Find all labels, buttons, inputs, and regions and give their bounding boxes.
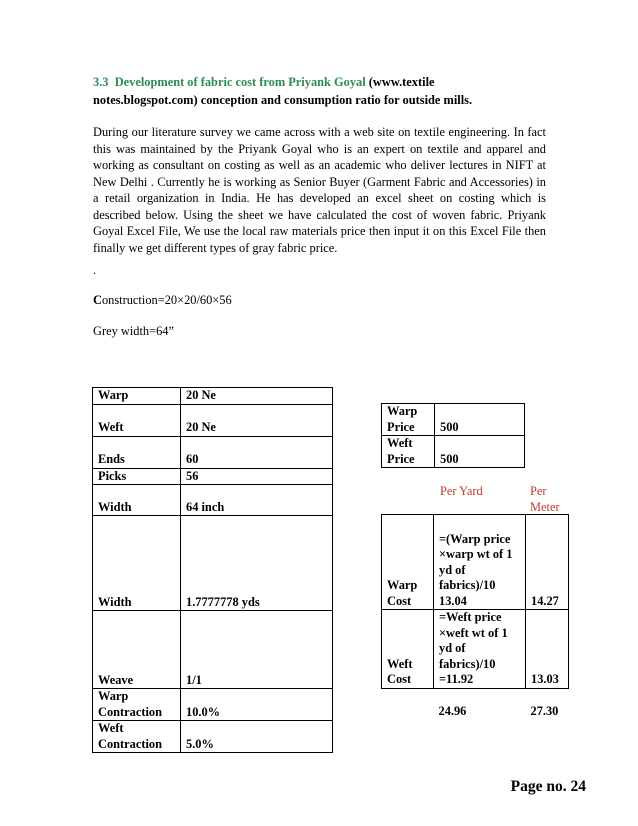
section-title-continued: notes.blogspot.com) conception and consumption ratio for outside mills.: [93, 93, 473, 107]
spec-value: 20 Ne: [181, 404, 333, 436]
per-yard-header: Per Yard: [440, 484, 483, 498]
spec-label: Warp Contraction: [93, 689, 181, 721]
cost-formula: =Weft price ×weft wt of 1 yd of fabrics)/10 =11.92: [434, 610, 526, 689]
spec-value: 10.0%: [181, 689, 333, 721]
section-number: 3.3: [93, 75, 109, 89]
construction-line: [93, 293, 232, 308]
table-row: [93, 689, 333, 721]
spec-label: Picks: [93, 468, 181, 485]
table-row: [93, 485, 333, 516]
table-row: [93, 468, 333, 485]
spec-label: Width: [93, 516, 181, 611]
spec-value: 20 Ne: [181, 388, 333, 405]
spec-label: Warp: [93, 388, 181, 405]
cost-formula: =(Warp price ×warp wt of 1 yd of fabrics)/10 13.04: [434, 515, 526, 610]
table-row: [382, 610, 569, 689]
spec-label: Width: [93, 485, 181, 516]
spec-value: 1.7777778 yds: [181, 516, 333, 611]
price-value: 500: [435, 436, 525, 468]
price-label: Weft Price: [382, 436, 435, 468]
table-row: [93, 516, 333, 611]
section-heading: [93, 73, 546, 109]
fabric-spec-table: [92, 387, 333, 753]
spec-value: 56: [181, 468, 333, 485]
spec-label: Weft: [93, 404, 181, 436]
table-row: [382, 436, 525, 468]
spec-value: 60: [181, 436, 333, 468]
construction-spec: onstruction=20×20/60×56: [101, 293, 232, 307]
cost-label: Warp Cost: [382, 515, 434, 610]
cost-per-meter: 14.27: [526, 515, 569, 610]
table-row: [382, 688, 569, 719]
table-row: [93, 721, 333, 753]
table-row: [93, 388, 333, 405]
fabric-cost-table: [381, 514, 569, 719]
page-number: Page no. 24: [510, 778, 586, 795]
cost-total-meter: 27.30: [530, 703, 559, 718]
table-row: [93, 404, 333, 436]
per-meter-header: Per Meter: [530, 484, 560, 514]
spec-value: 1/1: [181, 611, 333, 689]
table-row: [93, 436, 333, 468]
section-title: Development of fabric cost from Priyank Goyal: [114, 75, 366, 89]
price-value: 500: [435, 404, 525, 436]
table-row: [93, 611, 333, 689]
intro-paragraph: During our literature survey we came across with a web site on textile engineering. In fact this was maintained by the Priyank Goyal who is an expert on textile and apparel and working as consultant on costing as well as an academic who deliver lectures in NIFT at New Delhi . Currently he is working as Senior Buyer (Garment Fabric and Accessories) in a retail organization in India. He has developed an excel sheet on costing which is described below. Using the sheet we have calculated the cost of woven fabric. Priyank Goyal Excel File, We use the local raw materials price then input it on this Excel File then finally we get different types of gray fabric price.: [93, 125, 546, 255]
cost-total-yard: 24.96: [438, 703, 467, 718]
dot-separator: .: [93, 263, 97, 277]
table-row: [382, 515, 569, 610]
section-url: (www.textile: [368, 75, 435, 89]
grey-width-line: Grey width=64”: [93, 324, 174, 338]
spec-label: Ends: [93, 436, 181, 468]
cost-per-meter: 13.03: [526, 610, 569, 689]
spec-value: 64 inch: [181, 485, 333, 516]
spec-value: 5.0%: [181, 721, 333, 753]
spec-label: Weft Contraction: [93, 721, 181, 753]
table-row: [382, 404, 525, 436]
cost-label: Weft Cost: [382, 610, 434, 689]
cost-label: [382, 688, 434, 719]
yarn-price-table: [381, 403, 525, 468]
price-label: Warp Price: [382, 404, 435, 436]
construction-initial: C: [93, 293, 102, 307]
spec-label: Weave: [93, 611, 181, 689]
